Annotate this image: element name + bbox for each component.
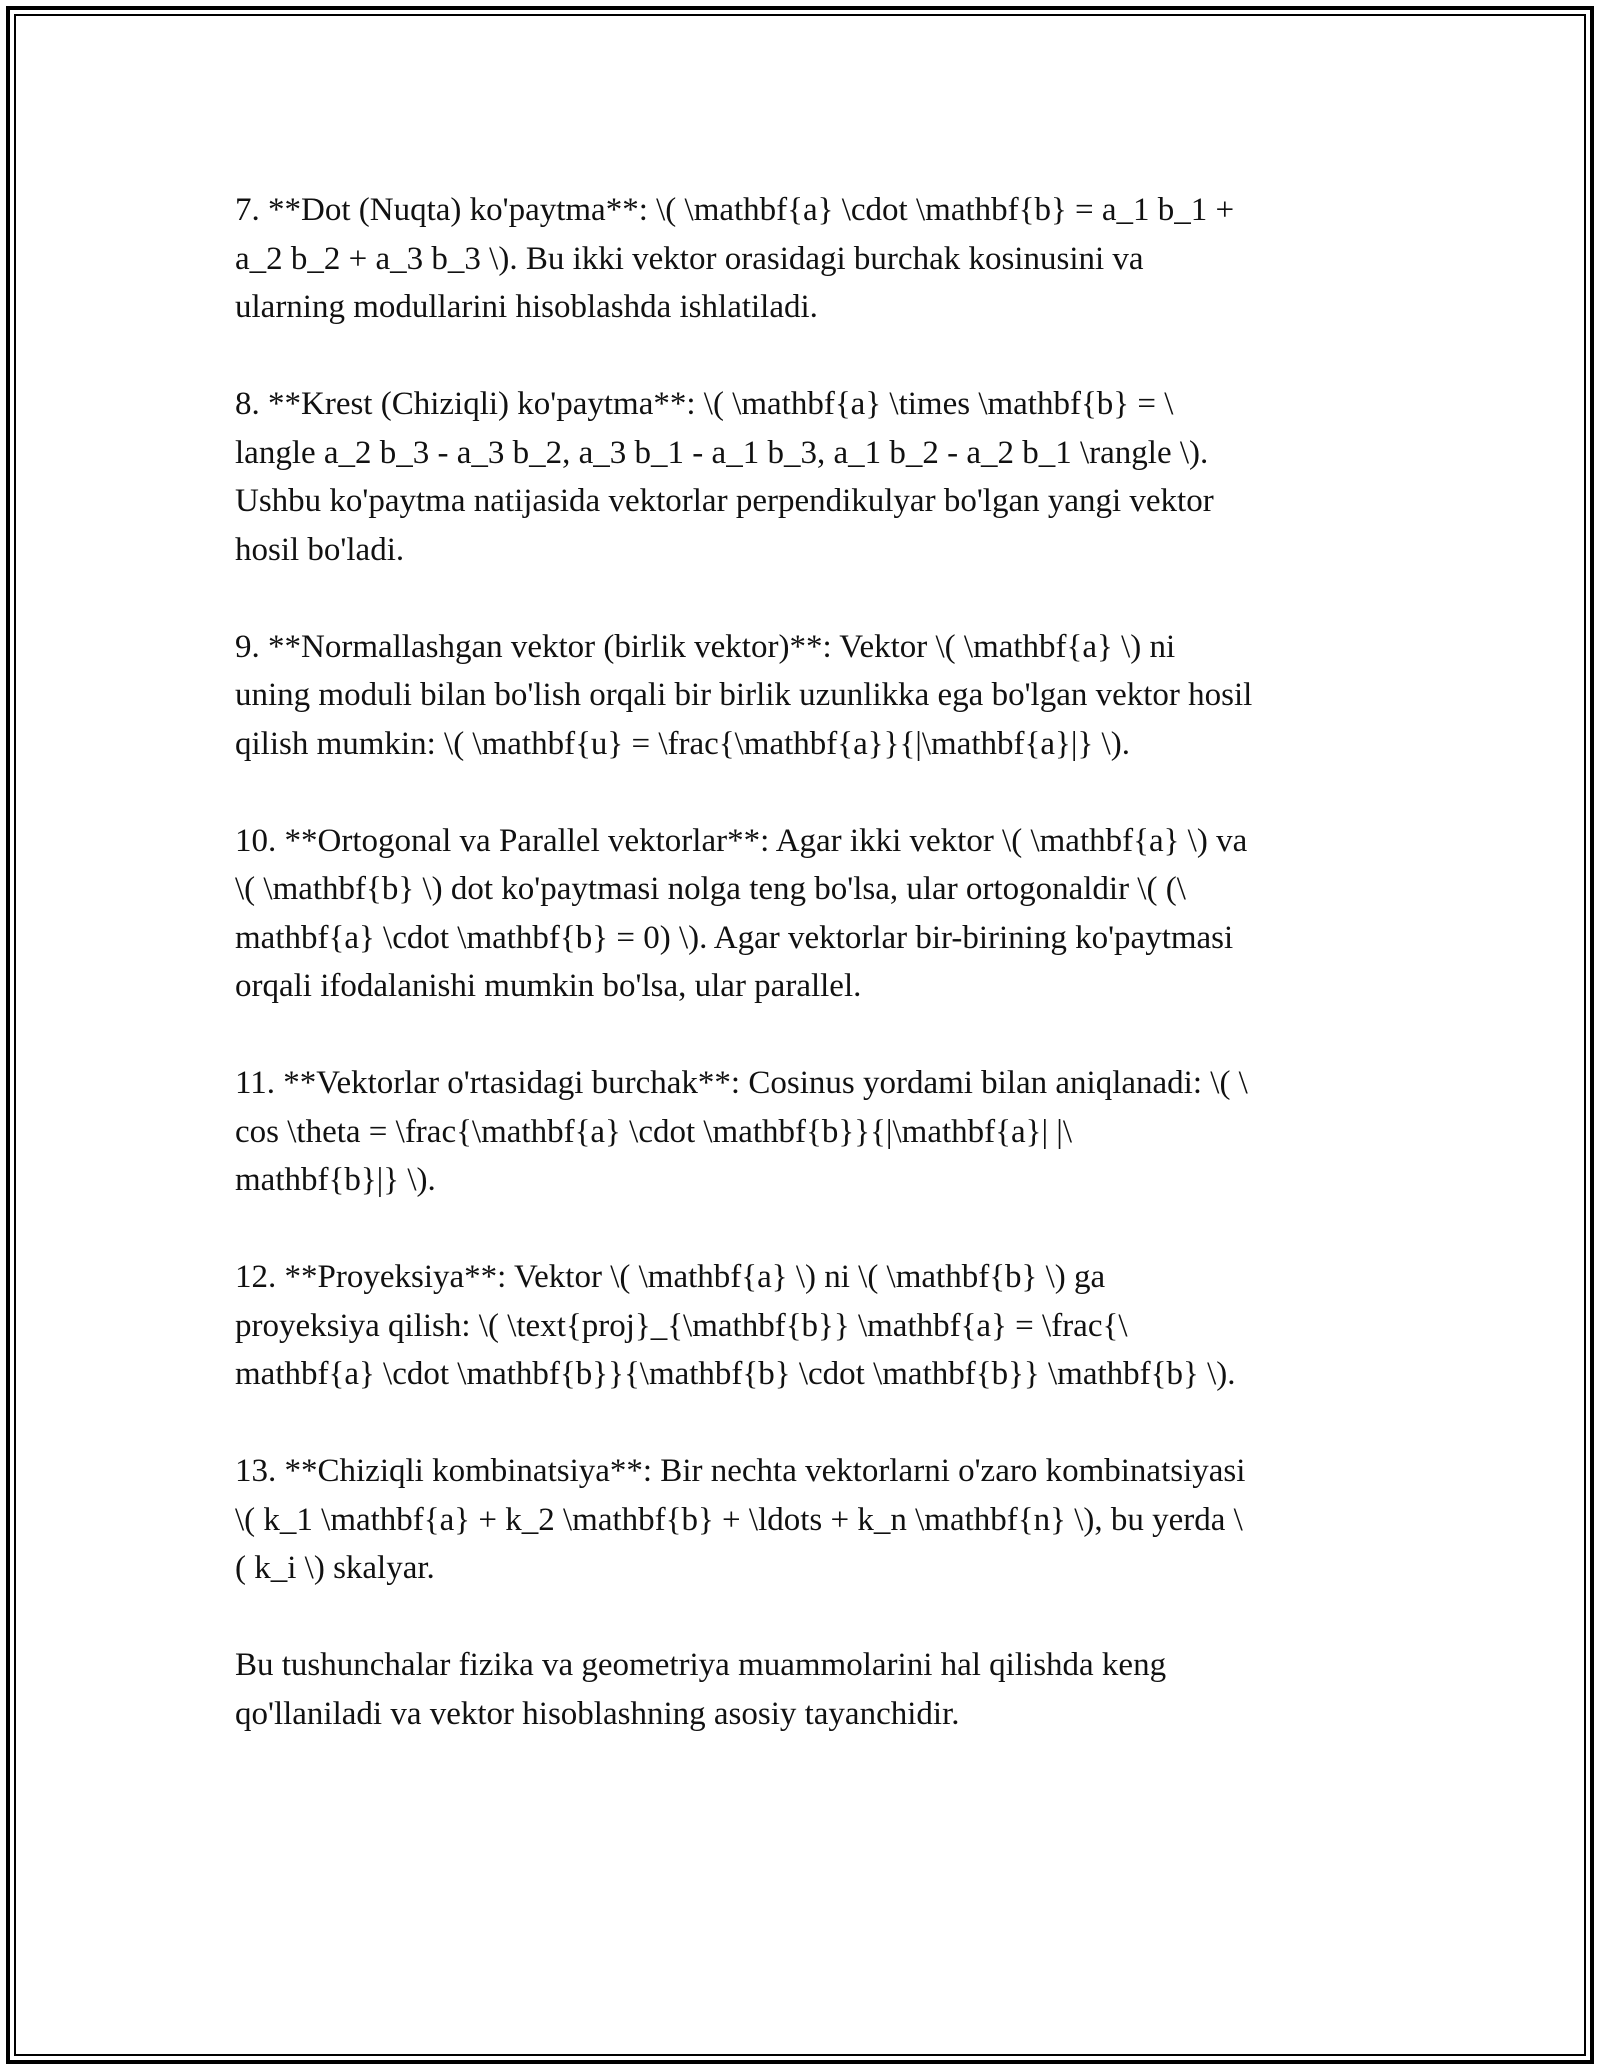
paragraph-cross-product [235, 380, 1375, 574]
paragraph-angle-between [235, 1059, 1375, 1205]
text-line: cos \theta = \frac{\mathbf{a} \cdot \mathbf{b}}{|\mathbf{a}| |\ [235, 1113, 1073, 1150]
text-line: 12. **Proyeksiya**: Vektor \( \mathbf{a} \) ni \( \mathbf{b} \) ga [235, 1259, 1106, 1295]
text-line: \( \mathbf{b} \) dot ko'paytmasi nolga teng bo'lsa, ular ortogonaldir \( (\ [235, 871, 1186, 907]
document-body [235, 186, 1375, 1787]
text-line: 10. **Ortogonal va Parallel vektorlar**: Agar ikki vektor \( \mathbf{a} \) va [235, 822, 1248, 859]
text-line: orqali ifodalanishi mumkin bo'lsa, ular parallel. [235, 968, 862, 1004]
text-line: 11. **Vektorlar o'rtasidagi burchak**: Cosinus yordami bilan aniqlanadi: \( \ [235, 1065, 1248, 1101]
text-line: qilish mumkin: \( \mathbf{u} = \frac{\mathbf{a}}{|\mathbf{a}|} \). [235, 725, 1130, 762]
text-line: 7. **Dot (Nuqta) ko'paytma**: \( \mathbf{a} \cdot \mathbf{b} = a_1 b_1 + [235, 192, 1235, 228]
text-line: ularning modullarini hisoblashda ishlatiladi. [235, 289, 818, 325]
paragraph-projection [235, 1253, 1375, 1399]
text-line: langle a_2 b_3 - a_3 b_2, a_3 b_1 - a_1 b_3, a_1 b_2 - a_2 b_1 \rangle \). [235, 434, 1209, 471]
text-line: a_2 b_2 + a_3 b_3 \). Bu ikki vektor orasidagi burchak kosinusini va [235, 240, 1144, 277]
text-line: proyeksiya qilish: \( \text{proj}_{\mathbf{b}} \mathbf{a} = \frac{\ [235, 1307, 1128, 1344]
text-line: uning moduli bilan bo'lish orqali bir birlik uzunlikka ega bo'lgan vektor hosil [235, 677, 1253, 713]
text-line: ( k_i \) skalyar. [235, 1550, 435, 1586]
text-line: mathbf{a} \cdot \mathbf{b}}{\mathbf{b} \cdot \mathbf{b}} \mathbf{b} \). [235, 1356, 1236, 1392]
paragraph-conclusion [235, 1641, 1375, 1738]
text-line: qo'llaniladi va vektor hisoblashning asosiy tayanchidir. [235, 1695, 960, 1732]
paragraph-linear-combination [235, 1447, 1375, 1593]
paragraph-orthogonal-parallel [235, 817, 1375, 1011]
paragraph-normalized-vector [235, 623, 1375, 769]
text-line: 9. **Normallashgan vektor (birlik vektor)**: Vektor \( \mathbf{a} \) ni [235, 628, 1176, 665]
text-line: 8. **Krest (Chiziqli) ko'paytma**: \( \mathbf{a} \times \mathbf{b} = \ [235, 386, 1174, 422]
text-line: mathbf{b}|} \). [235, 1162, 436, 1198]
text-line: mathbf{a} \cdot \mathbf{b} = 0) \). Agar vektorlar bir-birining ko'paytmasi [235, 919, 1234, 956]
text-line: Ushbu ko'paytma natijasida vektorlar perpendikulyar bo'lgan yangi vektor [235, 483, 1214, 519]
text-line: Bu tushunchalar fizika va geometriya muammolarini hal qilishda keng [235, 1647, 1167, 1683]
text-line: 13. **Chiziqli kombinatsiya**: Bir nechta vektorlarni o'zaro kombinatsiyasi [235, 1453, 1246, 1489]
text-line: \( k_1 \mathbf{a} + k_2 \mathbf{b} + \ldots + k_n \mathbf{n} \), bu yerda \ [235, 1501, 1243, 1538]
paragraph-dot-product [235, 186, 1375, 332]
text-line: hosil bo'ladi. [235, 531, 405, 568]
